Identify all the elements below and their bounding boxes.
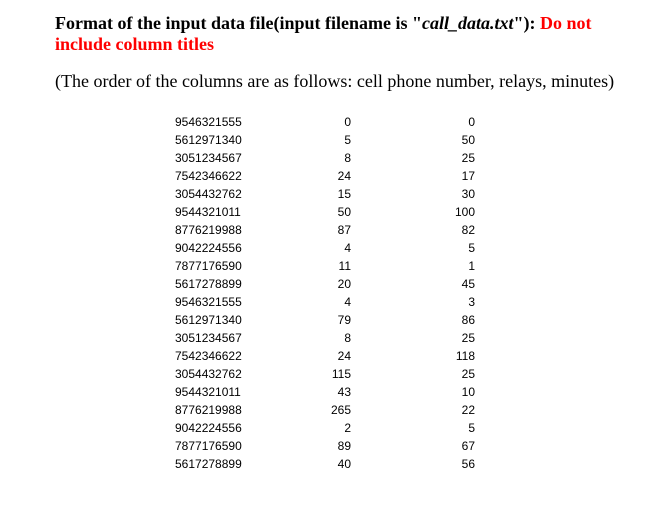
data-table xyxy=(175,113,475,473)
relays-cell: 265 xyxy=(330,403,351,417)
phone-number-cell: 9042224556 xyxy=(175,241,242,255)
minutes-cell: 86 xyxy=(461,313,475,327)
relays-cell: 20 xyxy=(337,277,351,291)
warning-text-line1: Do not xyxy=(539,13,592,33)
phone-number-cell: 5612971340 xyxy=(175,313,242,327)
data-row xyxy=(175,221,475,239)
minutes-cell: 45 xyxy=(461,277,475,291)
data-row xyxy=(175,383,475,401)
minutes-cell: 50 xyxy=(461,133,475,147)
phone-number-cell: 3051234567 xyxy=(175,151,242,165)
data-row xyxy=(175,239,475,257)
data-row xyxy=(175,419,475,437)
relays-cell: 0 xyxy=(344,115,351,129)
format-heading xyxy=(55,13,645,55)
minutes-cell: 17 xyxy=(461,169,475,183)
phone-number-cell: 3054432762 xyxy=(175,187,242,201)
minutes-cell: 5 xyxy=(468,241,475,255)
heading-text: Format of the input data file(input filename is " xyxy=(55,13,422,33)
minutes-cell: 22 xyxy=(461,403,475,417)
heading-text-end: "): xyxy=(513,13,540,33)
data-row xyxy=(175,437,475,455)
relays-cell: 24 xyxy=(337,169,351,183)
relays-cell: 40 xyxy=(337,457,351,471)
minutes-cell: 5 xyxy=(468,421,475,435)
data-row xyxy=(175,203,475,221)
relays-cell: 43 xyxy=(337,385,351,399)
minutes-cell: 25 xyxy=(461,151,475,165)
relays-cell: 24 xyxy=(337,349,351,363)
relays-cell: 50 xyxy=(337,205,351,219)
data-row xyxy=(175,149,475,167)
minutes-cell: 56 xyxy=(461,457,475,471)
minutes-cell: 3 xyxy=(468,295,475,309)
minutes-cell: 1 xyxy=(468,259,475,273)
relays-cell: 79 xyxy=(337,313,351,327)
relays-cell: 15 xyxy=(337,187,351,201)
data-row xyxy=(175,185,475,203)
data-row xyxy=(175,257,475,275)
relays-cell: 87 xyxy=(337,223,351,237)
relays-cell: 115 xyxy=(331,367,351,381)
data-row xyxy=(175,347,475,365)
minutes-cell: 25 xyxy=(461,367,475,381)
phone-number-cell: 9544321011 xyxy=(175,385,241,399)
data-row xyxy=(175,131,475,149)
data-row xyxy=(175,329,475,347)
phone-number-cell: 5617278899 xyxy=(175,457,242,471)
phone-number-cell: 8776219988 xyxy=(175,403,242,417)
data-row xyxy=(175,167,475,185)
relays-cell: 11 xyxy=(338,259,351,273)
phone-number-cell: 9042224556 xyxy=(175,421,242,435)
minutes-cell: 118 xyxy=(455,349,475,363)
warning-text-line2: include column titles xyxy=(55,34,215,54)
relays-cell: 8 xyxy=(344,151,351,165)
relays-cell: 4 xyxy=(344,241,351,255)
phone-number-cell: 9546321555 xyxy=(175,115,242,129)
data-row xyxy=(175,365,475,383)
data-row xyxy=(175,311,475,329)
phone-number-cell: 7542346622 xyxy=(175,169,242,183)
data-row xyxy=(175,293,475,311)
phone-number-cell: 9546321555 xyxy=(175,295,242,309)
relays-cell: 5 xyxy=(344,133,351,147)
input-filename: call_data.txt xyxy=(421,13,514,33)
data-row xyxy=(175,455,475,473)
phone-number-cell: 5617278899 xyxy=(175,277,242,291)
minutes-cell: 10 xyxy=(461,385,475,399)
relays-cell: 8 xyxy=(344,331,351,345)
phone-number-cell: 7542346622 xyxy=(175,349,242,363)
minutes-cell: 0 xyxy=(468,115,475,129)
phone-number-cell: 3051234567 xyxy=(175,331,242,345)
phone-number-cell: 9544321011 xyxy=(175,205,241,219)
phone-number-cell: 7877176590 xyxy=(175,259,242,273)
minutes-cell: 82 xyxy=(461,223,475,237)
phone-number-cell: 3054432762 xyxy=(175,367,242,381)
phone-number-cell: 7877176590 xyxy=(175,439,242,453)
phone-number-cell: 8776219988 xyxy=(175,223,242,237)
data-row xyxy=(175,113,475,131)
column-order-note: (The order of the columns are as follows: cell phone number, relays, minutes) xyxy=(55,71,615,91)
minutes-cell: 67 xyxy=(461,439,475,453)
relays-cell: 2 xyxy=(344,421,351,435)
data-row xyxy=(175,275,475,293)
data-row xyxy=(175,401,475,419)
minutes-cell: 100 xyxy=(454,205,475,219)
relays-cell: 89 xyxy=(337,439,351,453)
minutes-cell: 25 xyxy=(461,331,475,345)
relays-cell: 4 xyxy=(344,295,351,309)
minutes-cell: 30 xyxy=(461,187,475,201)
phone-number-cell: 5612971340 xyxy=(175,133,242,147)
